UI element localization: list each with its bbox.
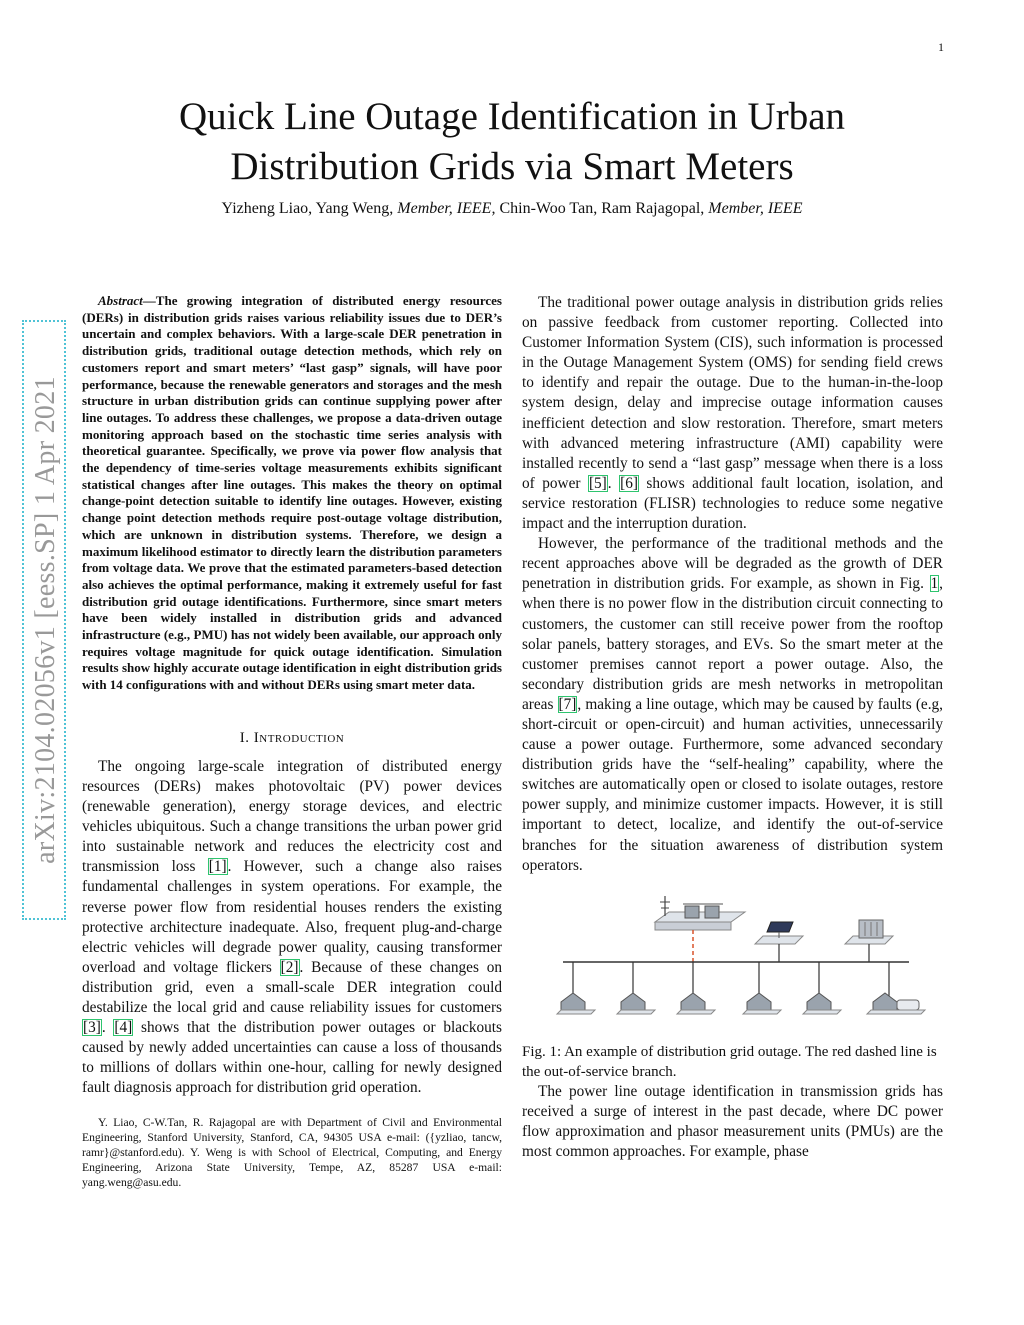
right-column (522, 293, 943, 1162)
title-line-1: Quick Line Outage Identification in Urban (178, 95, 846, 138)
citation-link[interactable]: [6] (620, 474, 638, 492)
citation-link[interactable]: [5] (588, 474, 607, 492)
citation-link[interactable]: [4] (114, 1019, 133, 1037)
text-run: However, the performance of the traditional methods and the recent approaches above will be degraded as the growth of DER penetration in distribution grids. For example, as shown in Fig. (522, 535, 943, 593)
abstract (82, 293, 502, 694)
intro-paragraph-1 (82, 757, 502, 1099)
paper-title (0, 92, 1024, 192)
citation-link[interactable]: [1] (208, 858, 227, 876)
substation-icon (655, 896, 745, 930)
authors-part-1: Yizheng Liao, Yang Weng, (221, 200, 394, 217)
arxiv-identifier[interactable]: arXiv:2104.02056v1 [eess.SP] 1 Apr 2021 (30, 376, 61, 864)
author-list (0, 200, 1024, 218)
author-role-1: Member, IEEE, (397, 200, 496, 217)
text-run: . (607, 474, 620, 492)
solar-panel-icon (755, 922, 803, 944)
house-icon (677, 993, 715, 1014)
page-number: 1 (938, 40, 944, 54)
house-icon (803, 993, 841, 1014)
text-run: shows that the distribution power outages or blackouts caused by newly added uncertainties can cause a loss of thousands to millions of dollars within one-hour, calling for newly designed fault diagnosis approach for distribution grid operation. (82, 1019, 502, 1097)
section-heading-introduction: I. Introduction (239, 729, 345, 746)
citation-link[interactable]: [2] (280, 958, 299, 976)
text-run: The ongoing large-scale integration of distributed energy resources (DERs) makes photovoltaic (PV) power devices (renewable generation), energy storage devices, and electric vehicles ubiquitous. Such a change transitions the urban power grid into sustainable network and reduces the electricity cost and transmission loss (82, 757, 502, 876)
title-line-2: Distribution Grids via Smart Meters (230, 145, 794, 188)
text-run: shows additional fault location, isolation, and service restoration (FLISR) technologies to reduce some negative impact and the interruption duration. (522, 474, 943, 533)
figure-caption: Fig. 1: An example of distribution grid outage. The red dashed line is the out-of-service branch. (522, 1043, 937, 1080)
distribution-grid-diagram (533, 892, 933, 1032)
intro-paragraph-3 (522, 534, 943, 876)
citation-link[interactable]: [3] (83, 1019, 101, 1037)
author-role-2: Member, IEEE (708, 200, 803, 217)
figure-1 (522, 892, 943, 1082)
text-run: , when there is no power flow in the distribution circuit connecting to customers, the customer can still receive power from the rooftop solar panels, battery storages, and EVs. So the smart meter at the customer premises cannot report a power outage. Also, the secondary distribution grids are mesh networks in metropolitan areas (522, 575, 943, 713)
abstract-text: —The growing integration of distributed energy resources (DERs) in distribution grids raises various reliability issues due to DER’s uncertain and complex behaviors. With a large-scale DER penetration in distribution grids, traditional outage detection methods, which rely on customers report and smart meters’ “last gasp” signals, will have poor performance, because the renewable generators and storages and the mesh structure in urban distribution grids can continue supplying power after line outages. To address these challenges, we propose a data-driven outage monitoring approach based on the stochastic time series analysis with theoretical guarantee. Specifically, we prove via power flow analysis that the dependency of time-series voltage measurements exhibits significant statistical changes after line outages. This makes the theory on optimal change-point detection suitable to identify line outages. However, existing change point detection methods require post-outage voltage distribution, which are unknown in distribution systems. Therefore, we design a maximum likelihood estimator to directly learn the distribution parameters from voltage data. We prove that the estimated parameters-based detection also achieves the optimal performance, making it extremely useful for fast distribution grid outage identifications. Furthermore, since smart meters have been widely installed in distribution grids and advanced infrastructure (e.g., PMU) has not widely been available, our approach only requires voltage magnitude for quick outage identification. Simulation results show highly accurate outage identification in eight distribution grids with 14 configurations with and without DERs using smart meter data. (82, 293, 502, 693)
intro-paragraph-4: The power line outage identification in transmission grids has received a surge of interest in the past decade, where DC power flow approximation and phasor measurement units (PMUs) are the most common approaches. For example, phase (522, 1082, 943, 1160)
text-run: The traditional power outage analysis in distribution grids relies on passive feedback from customer reporting. Collected into Customer Information System (CIS), such information is processed in the Outage Management System (OMS) for sending field crews to identify and repair the outage. Due to the human-in-the-loop system design, delay and imprecise outage information causes inefficient detection and slow restoration. Therefore, smart meters with advanced metering infrastructure (AMI) capability were installed recently to send a “last gasp” message when there is a loss of power (522, 294, 943, 492)
text-run: . However, such a change also raises fundamental challenges in system operations. For example, the reverse power flow from residential houses renders the existing protective architecture inadequate. Also, frequent plug-and-charge electric vehicles will degrade power quality, causing transformer overload and voltage flickers (82, 858, 502, 976)
battery-storage-icon (845, 920, 893, 944)
text-run: , making a line outage, which may be caused by faults (e.g, short-circuit or open-circuit) and human activities, unnecessarily cause a power outage. Furthermore, some advanced secondary distribution grids have the “self-healing” capability, where the switches are automatically open or closed to isolate outages, restore power supply, and minimize customer impacts. However, it is still important to detect, localize, and identify the out-of-service branches for the situation awareness of distribution system operators. (522, 695, 943, 874)
abstract-label: Abstract (98, 293, 143, 308)
house-icon (617, 993, 655, 1014)
intro-paragraph-2 (522, 293, 943, 534)
house-icon (743, 993, 781, 1014)
citation-link[interactable]: [7] (558, 695, 577, 713)
text-run: . Because of these changes on distribution grid, even a small-scale DER integration could destabilize the local grid and cause reliability issues for customers (82, 958, 502, 1016)
author-affiliation-footnote: Y. Liao, C-W.Tan, R. Rajagopal are with Department of Civil and Environmental Engineering, Stanford University, Stanford, CA, 94305 USA e-mail: ({yzliao, tancw, ramr}@stanford.edu). Y. Weng is with School of Electrical, Computing, and Energy Engineering, Arizona State University, Tempe, AZ, 85287 USA e-mail: yang.weng@asu.edu. (82, 1116, 502, 1189)
authors-part-2: Chin-Woo Tan, Ram Rajagopal, (499, 200, 705, 217)
left-column (82, 293, 502, 1190)
figure-link[interactable]: 1 (930, 575, 939, 593)
text-run: . (101, 1019, 114, 1037)
ev-house-icon (867, 993, 925, 1014)
house-icon (557, 993, 595, 1014)
